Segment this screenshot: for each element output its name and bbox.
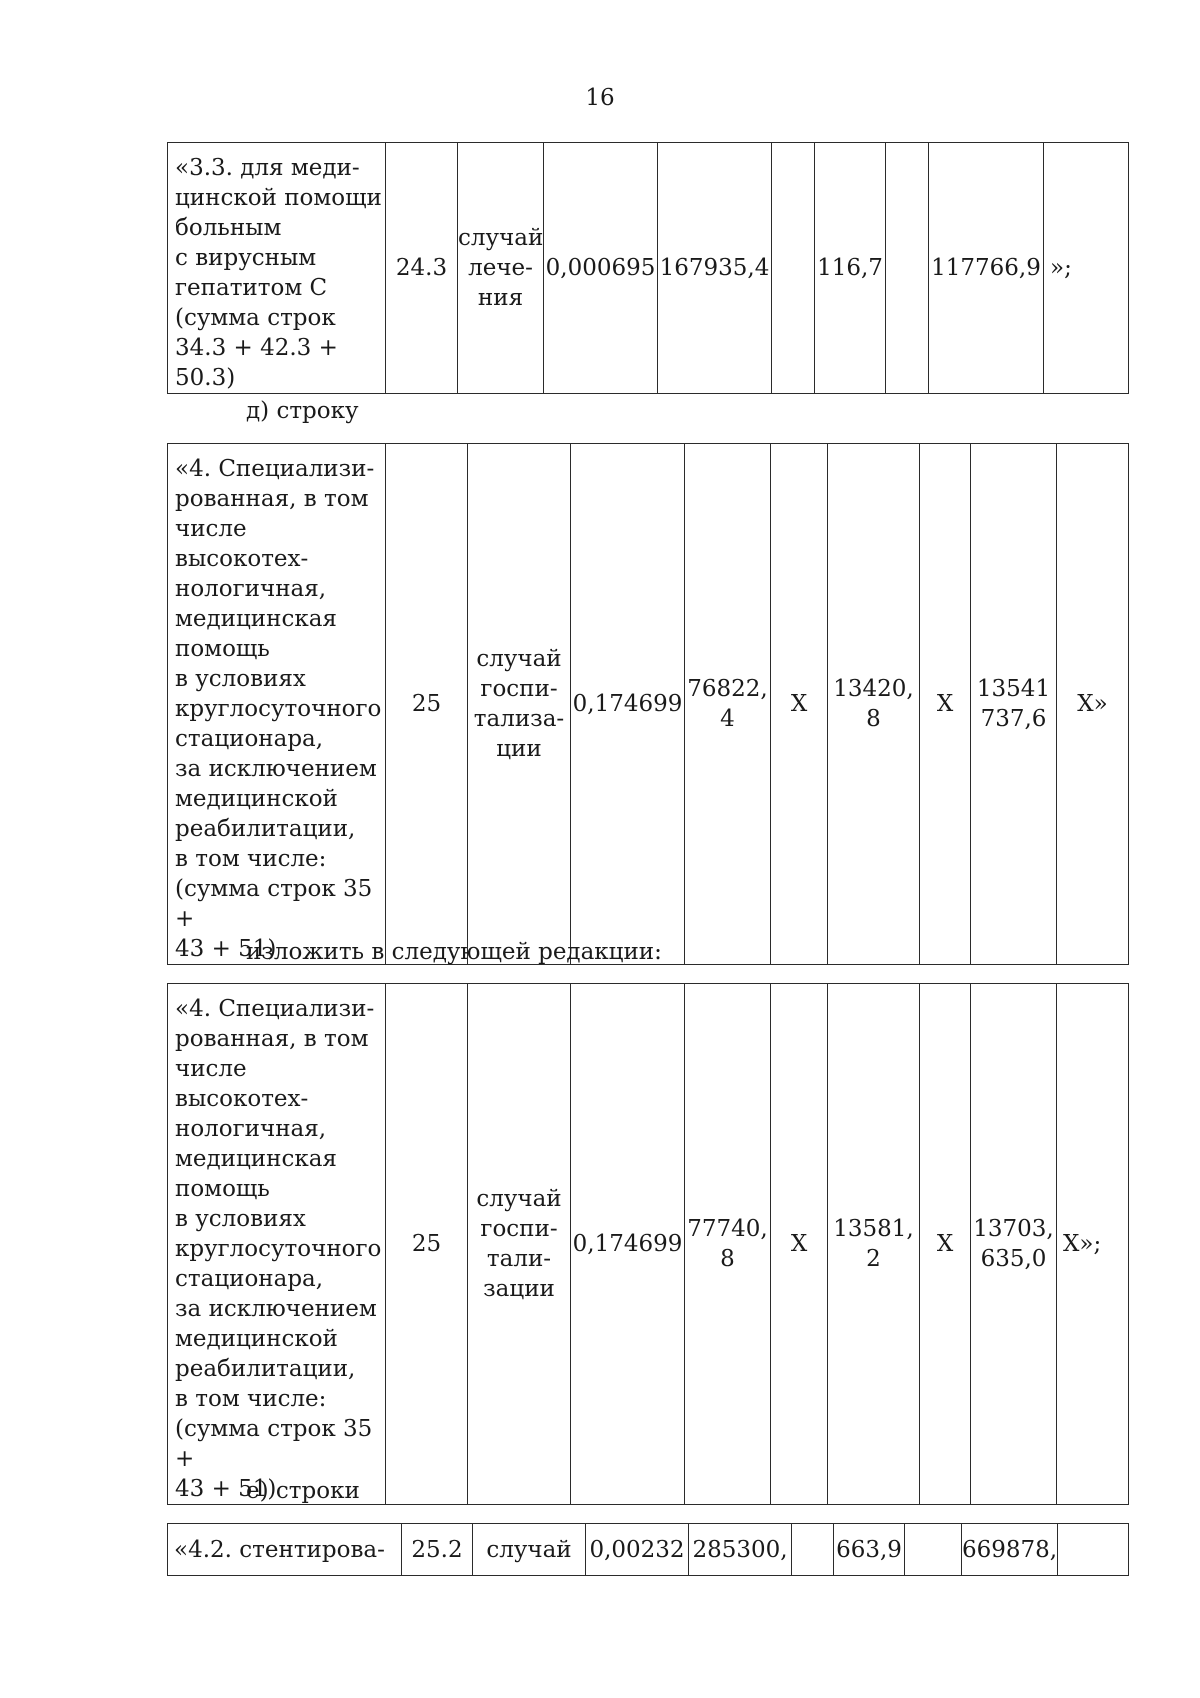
row-name-cell: «3.3. для меди- цинской помощи больным с вирусным гепатитом С (сумма строк 34.3 + 42.3 + 50.3) (168, 143, 386, 394)
table-row (168, 143, 1129, 394)
table-row (168, 984, 1129, 1505)
row-code-cell: 25 (386, 984, 468, 1505)
total-cell: 117766,9 (929, 143, 1044, 394)
cost-cell: 285300, (689, 1524, 792, 1576)
total-cell: 13703, 635,0 (971, 984, 1057, 1505)
empty-cell (772, 143, 815, 394)
table-row-4-2 (167, 1523, 1129, 1576)
table-row-4-new (167, 983, 1129, 1505)
row-name-cell: «4. Специализи- рованная, в том числе высокотех- нологичная, медицинская помощь в условиях круглосуточного стационара, за исключением медицинской реабилитации, в том числе: (сумма строк 35 + 43 + 51) (168, 984, 386, 1505)
cost-cell: 77740, 8 (685, 984, 771, 1505)
unit-cell: случай госпи- тали- зации (468, 984, 571, 1505)
x-cell: Х (920, 984, 971, 1505)
total-cell: 13541 737,6 (971, 444, 1057, 965)
paragraph-edit: изложить в следующей редакции: (246, 939, 662, 965)
per-capita-cell: 663,9 (834, 1524, 905, 1576)
norm-cell: 0,00232 (586, 1524, 689, 1576)
row-name-cell: «4. Специализи- рованная, в том числе высокотех- нологичная, медицинская помощь в условиях круглосуточного стационара, за исключением медицинской реабилитации, в том числе: (сумма строк 35 + 43 + 51) (168, 444, 386, 965)
unit-cell: случай (473, 1524, 586, 1576)
per-capita-cell: 116,7 (815, 143, 886, 394)
norm-cell: 0,000695 (544, 143, 658, 394)
table-row-4-old (167, 443, 1129, 965)
empty-cell (886, 143, 929, 394)
end-cell: Х»; (1057, 984, 1129, 1505)
end-cell: »; (1044, 143, 1129, 394)
paragraph-e: е) строки (246, 1478, 360, 1504)
x-cell: Х (920, 444, 971, 965)
x-cell: Х (771, 444, 828, 965)
paragraph-d: д) строку (246, 398, 359, 424)
unit-cell: случай госпи- тализа- ции (468, 444, 571, 965)
cost-cell: 76822, 4 (685, 444, 771, 965)
table-row (168, 1524, 1129, 1576)
empty-cell (905, 1524, 962, 1576)
per-capita-cell: 13420, 8 (828, 444, 920, 965)
empty-cell (792, 1524, 834, 1576)
row-name-cell: «4.2. стентирова- (168, 1524, 402, 1576)
norm-cell: 0,174699 (571, 984, 685, 1505)
page-number: 16 (585, 85, 615, 111)
end-cell (1058, 1524, 1129, 1576)
x-cell: Х (771, 984, 828, 1505)
per-capita-cell: 13581, 2 (828, 984, 920, 1505)
end-cell: Х» (1057, 444, 1129, 965)
norm-cell: 0,174699 (571, 444, 685, 965)
row-code-cell: 25 (386, 444, 468, 965)
row-code-cell: 24.3 (386, 143, 458, 394)
row-code-cell: 25.2 (402, 1524, 473, 1576)
table-row (168, 444, 1129, 965)
total-cell: 669878, (962, 1524, 1058, 1576)
cost-cell: 167935,4 (658, 143, 772, 394)
table-row-3-3 (167, 142, 1129, 394)
unit-cell: случай лече- ния (458, 143, 544, 394)
